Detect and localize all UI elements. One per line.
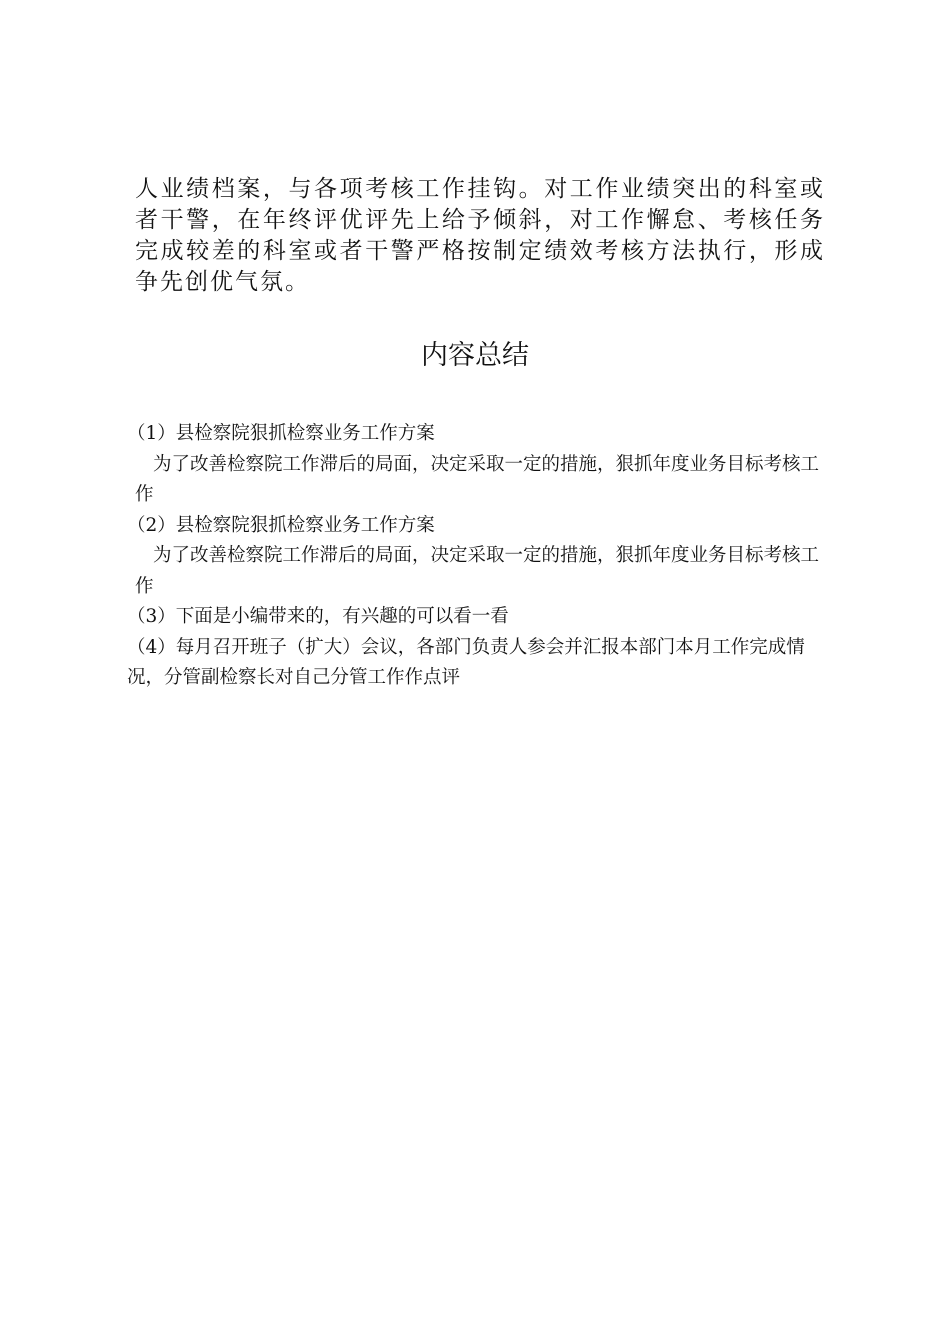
intro-paragraph: 人业绩档案，与各项考核工作挂钩。对工作业绩突出的科室或者干警，在年终评优评先上给予倾斜，对工作懈怠、考核任务完成较差的科室或者干警严格按制定绩效考核方法执行，形成争先创优气氛。 — [135, 176, 825, 295]
summary-section — [127, 419, 825, 694]
summary-item: （4）每月召开班子（扩大）会议，各部门负责人参会并汇报本部门本月工作完成情况，分管副检察长对自己分管工作作点评 — [127, 636, 805, 688]
summary-item: （3）下面是小编带来的，有兴趣的可以看一看 — [127, 606, 509, 627]
summary-item: （1）县检察院狠抓检察业务工作方案 — [127, 423, 435, 444]
summary-item: 为了改善检察院工作滞后的局面，决定采取一定的措施，狠抓年度业务目标考核工作 — [135, 453, 820, 505]
summary-title: 内容总结 — [421, 340, 529, 371]
summary-item: 为了改善检察院工作滞后的局面，决定采取一定的措施，狠抓年度业务目标考核工作 — [135, 545, 820, 597]
summary-item: （2）县检察院狠抓检察业务工作方案 — [127, 514, 435, 536]
